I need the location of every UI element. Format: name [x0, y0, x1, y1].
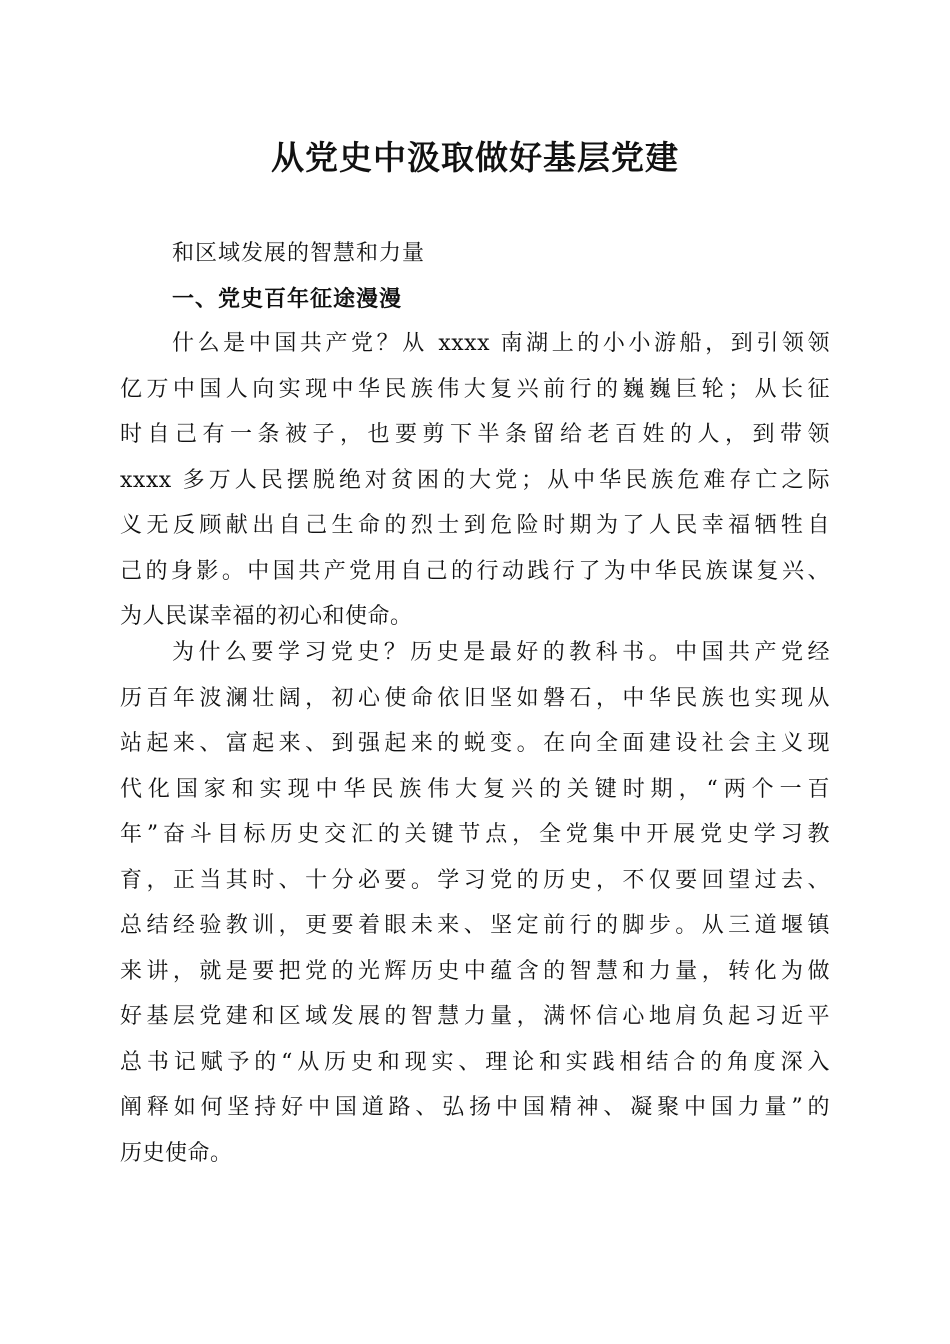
- paragraph-line: 年”奋斗目标历史交汇的关键节点，全党集中开展党史学习教: [120, 822, 830, 847]
- paragraph-line: 亿万中国人向实现中华民族伟大复兴前行的巍巍巨轮；从长征: [120, 376, 830, 402]
- paragraph-what-is-cpc: [120, 321, 830, 640]
- paragraph-line: 义无反顾献出自己生命的烈士到危险时期为了人民幸福牺牲自: [120, 513, 830, 538]
- paragraph-line: 代化国家和实现中华民族伟大复兴的关键时期，“两个一百: [120, 776, 830, 802]
- paragraph-line: 总结经验教训，更要着眼未来、坚定前行的脚步。从三道堰镇: [120, 913, 830, 938]
- paragraph-line: 历史使命。: [120, 1140, 233, 1166]
- paragraph-why-study-history: [120, 630, 830, 1176]
- paragraph-line: xxxx 多万人民摆脱绝对贫困的大党；从中华民族危难存亡之际: [120, 467, 830, 493]
- document-title: 从党史中汲取做好基层党建: [271, 138, 679, 177]
- paragraph-line: 己的身影。中国共产党用自己的行动践行了为中华民族谋复兴、: [120, 558, 830, 584]
- paragraph-line: 好基层党建和区域发展的智慧力量，满怀信心地肩负起习近平: [120, 1004, 830, 1029]
- paragraph-line: 为什么要学习党史？历史是最好的教科书。中国共产党经: [172, 640, 830, 665]
- paragraph-line: 总书记赋予的“从历史和现实、理论和实践相结合的角度深入: [120, 1049, 830, 1075]
- paragraph-line: 阐释如何坚持好中国道路、弘扬中国精神、凝聚中国力量”的: [120, 1095, 830, 1120]
- paragraph-line: 为人民谋幸福的初心和使命。: [120, 604, 413, 629]
- paragraph-line: 历百年波澜壮阔，初心使命依旧坚如磐石，中华民族也实现从: [120, 685, 830, 711]
- paragraph-line: 什么是中国共产党？从 xxxx 南湖上的小小游船，到引领领: [172, 331, 830, 356]
- paragraph-line: 育，正当其时、十分必要。学习党的历史，不仅要回望过去、: [120, 867, 830, 893]
- paragraph-line: 时自己有一条被子，也要剪下半条留给老百姓的人，到带领: [120, 422, 830, 447]
- paragraph-line: 站起来、富起来、到强起来的蜕变。在向全面建设社会主义现: [120, 731, 830, 756]
- document-subtitle: 和区域发展的智慧和力量: [172, 241, 426, 266]
- paragraph-line: 来讲，就是要把党的光辉历史中蕴含的智慧和力量，转化为做: [120, 958, 830, 984]
- section-heading: 一、党史百年征途漫漫: [172, 287, 403, 312]
